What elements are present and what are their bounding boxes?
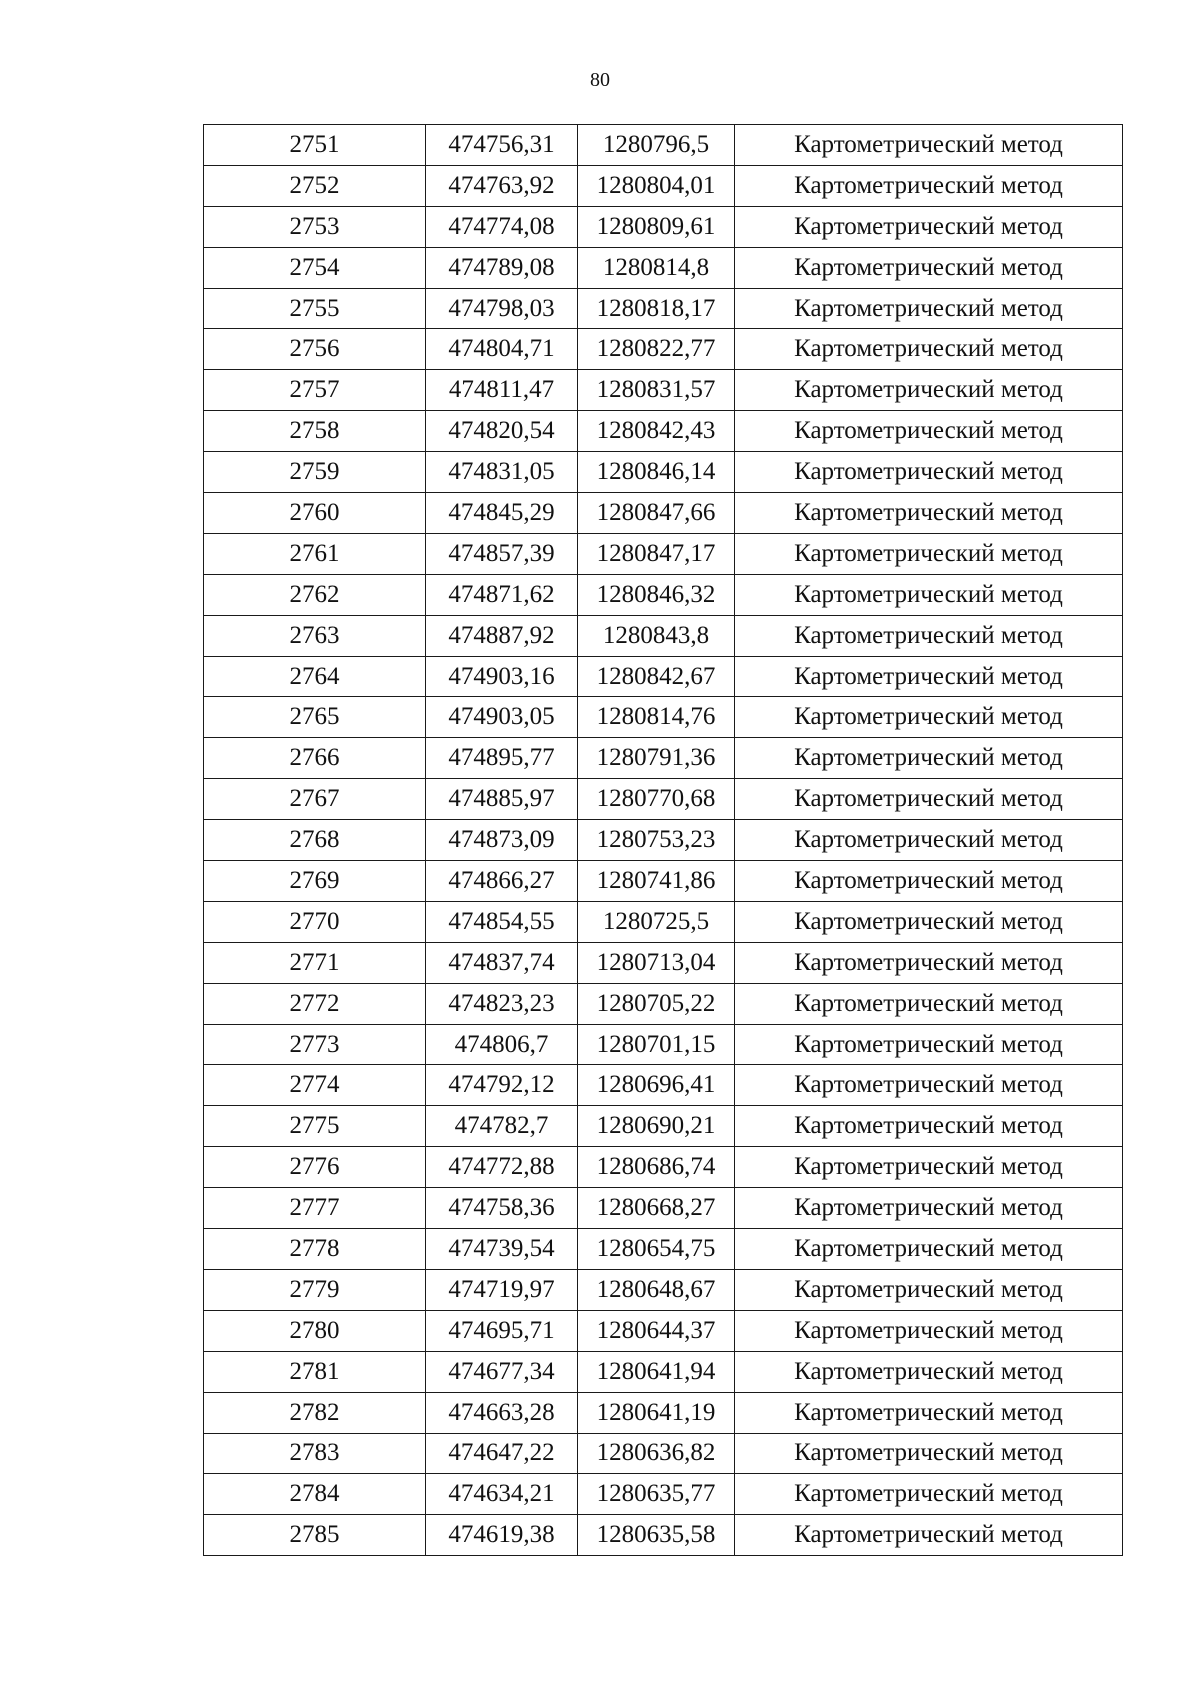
table-row [204,1106,1123,1147]
method-cell: Картометрический метод [735,1515,1123,1556]
x-coordinate-cell: 474903,05 [426,697,578,738]
y-coordinate-cell: 1280701,15 [578,1024,735,1065]
method-cell: Картометрический метод [735,329,1123,370]
y-coordinate-cell: 1280842,43 [578,411,735,452]
method-cell: Картометрический метод [735,901,1123,942]
method-cell: Картометрический метод [735,861,1123,902]
x-coordinate-cell: 474895,77 [426,738,578,779]
x-coordinate-cell: 474837,74 [426,942,578,983]
method-cell: Картометрический метод [735,983,1123,1024]
y-coordinate-cell: 1280842,67 [578,656,735,697]
x-coordinate-cell: 474758,36 [426,1188,578,1229]
table-row [204,165,1123,206]
x-coordinate-cell: 474663,28 [426,1392,578,1433]
table-row [204,820,1123,861]
x-coordinate-cell: 474831,05 [426,452,578,493]
point-number-cell: 2760 [204,493,426,534]
y-coordinate-cell: 1280770,68 [578,779,735,820]
table-row [204,206,1123,247]
table-row [204,1433,1123,1474]
y-coordinate-cell: 1280686,74 [578,1147,735,1188]
x-coordinate-cell: 474806,7 [426,1024,578,1065]
table-row [204,901,1123,942]
x-coordinate-cell: 474871,62 [426,574,578,615]
y-coordinate-cell: 1280641,19 [578,1392,735,1433]
point-number-cell: 2773 [204,1024,426,1065]
method-cell: Картометрический метод [735,1024,1123,1065]
point-number-cell: 2755 [204,288,426,329]
table-row [204,1229,1123,1270]
x-coordinate-cell: 474811,47 [426,370,578,411]
y-coordinate-cell: 1280635,58 [578,1515,735,1556]
table-row [204,247,1123,288]
method-cell: Картометрический метод [735,942,1123,983]
table-row [204,1515,1123,1556]
x-coordinate-cell: 474854,55 [426,901,578,942]
table-row [204,1351,1123,1392]
point-number-cell: 2766 [204,738,426,779]
method-cell: Картометрический метод [735,656,1123,697]
point-number-cell: 2752 [204,165,426,206]
y-coordinate-cell: 1280804,01 [578,165,735,206]
table-row [204,1188,1123,1229]
method-cell: Картометрический метод [735,574,1123,615]
method-cell: Картометрический метод [735,206,1123,247]
point-number-cell: 2770 [204,901,426,942]
method-cell: Картометрический метод [735,1310,1123,1351]
y-coordinate-cell: 1280690,21 [578,1106,735,1147]
x-coordinate-cell: 474823,23 [426,983,578,1024]
point-number-cell: 2783 [204,1433,426,1474]
method-cell: Картометрический метод [735,1147,1123,1188]
y-coordinate-cell: 1280843,8 [578,615,735,656]
point-number-cell: 2771 [204,942,426,983]
x-coordinate-cell: 474647,22 [426,1433,578,1474]
table-row [204,738,1123,779]
y-coordinate-cell: 1280846,32 [578,574,735,615]
table-row [204,1024,1123,1065]
method-cell: Картометрический метод [735,1188,1123,1229]
point-number-cell: 2764 [204,656,426,697]
table-row [204,329,1123,370]
y-coordinate-cell: 1280846,14 [578,452,735,493]
point-number-cell: 2759 [204,452,426,493]
x-coordinate-cell: 474739,54 [426,1229,578,1270]
x-coordinate-cell: 474798,03 [426,288,578,329]
y-coordinate-cell: 1280814,76 [578,697,735,738]
point-number-cell: 2775 [204,1106,426,1147]
point-number-cell: 2774 [204,1065,426,1106]
point-number-cell: 2753 [204,206,426,247]
x-coordinate-cell: 474772,88 [426,1147,578,1188]
method-cell: Картометрический метод [735,1351,1123,1392]
point-number-cell: 2785 [204,1515,426,1556]
y-coordinate-cell: 1280831,57 [578,370,735,411]
y-coordinate-cell: 1280791,36 [578,738,735,779]
x-coordinate-cell: 474619,38 [426,1515,578,1556]
y-coordinate-cell: 1280696,41 [578,1065,735,1106]
x-coordinate-cell: 474804,71 [426,329,578,370]
table-row [204,452,1123,493]
method-cell: Картометрический метод [735,411,1123,452]
coordinates-table [203,124,1123,1556]
point-number-cell: 2751 [204,125,426,166]
x-coordinate-cell: 474677,34 [426,1351,578,1392]
x-coordinate-cell: 474756,31 [426,125,578,166]
table-row [204,533,1123,574]
page-number: 80 [590,69,610,91]
method-cell: Картометрический метод [735,452,1123,493]
y-coordinate-cell: 1280814,8 [578,247,735,288]
x-coordinate-cell: 474845,29 [426,493,578,534]
x-coordinate-cell: 474820,54 [426,411,578,452]
x-coordinate-cell: 474857,39 [426,533,578,574]
table-row [204,288,1123,329]
y-coordinate-cell: 1280644,37 [578,1310,735,1351]
y-coordinate-cell: 1280741,86 [578,861,735,902]
point-number-cell: 2778 [204,1229,426,1270]
point-number-cell: 2779 [204,1269,426,1310]
method-cell: Картометрический метод [735,1065,1123,1106]
y-coordinate-cell: 1280705,22 [578,983,735,1024]
coordinates-table-body [204,125,1123,1556]
point-number-cell: 2758 [204,411,426,452]
x-coordinate-cell: 474866,27 [426,861,578,902]
y-coordinate-cell: 1280822,77 [578,329,735,370]
method-cell: Картометрический метод [735,779,1123,820]
method-cell: Картометрический метод [735,1392,1123,1433]
point-number-cell: 2768 [204,820,426,861]
point-number-cell: 2765 [204,697,426,738]
table-row [204,1474,1123,1515]
table-row [204,411,1123,452]
x-coordinate-cell: 474887,92 [426,615,578,656]
x-coordinate-cell: 474695,71 [426,1310,578,1351]
y-coordinate-cell: 1280641,94 [578,1351,735,1392]
point-number-cell: 2769 [204,861,426,902]
point-number-cell: 2776 [204,1147,426,1188]
method-cell: Картометрический метод [735,615,1123,656]
point-number-cell: 2754 [204,247,426,288]
table-row [204,574,1123,615]
method-cell: Картометрический метод [735,370,1123,411]
point-number-cell: 2761 [204,533,426,574]
x-coordinate-cell: 474763,92 [426,165,578,206]
point-number-cell: 2772 [204,983,426,1024]
y-coordinate-cell: 1280713,04 [578,942,735,983]
x-coordinate-cell: 474782,7 [426,1106,578,1147]
table-row [204,779,1123,820]
point-number-cell: 2777 [204,1188,426,1229]
x-coordinate-cell: 474885,97 [426,779,578,820]
point-number-cell: 2784 [204,1474,426,1515]
table-row [204,125,1123,166]
table-row [204,942,1123,983]
point-number-cell: 2767 [204,779,426,820]
y-coordinate-cell: 1280753,23 [578,820,735,861]
method-cell: Картометрический метод [735,1474,1123,1515]
table-row [204,697,1123,738]
point-number-cell: 2763 [204,615,426,656]
y-coordinate-cell: 1280635,77 [578,1474,735,1515]
table-row [204,1310,1123,1351]
method-cell: Картометрический метод [735,533,1123,574]
x-coordinate-cell: 474719,97 [426,1269,578,1310]
y-coordinate-cell: 1280654,75 [578,1229,735,1270]
point-number-cell: 2762 [204,574,426,615]
table-row [204,493,1123,534]
method-cell: Картометрический метод [735,165,1123,206]
method-cell: Картометрический метод [735,247,1123,288]
y-coordinate-cell: 1280648,67 [578,1269,735,1310]
method-cell: Картометрический метод [735,125,1123,166]
y-coordinate-cell: 1280847,17 [578,533,735,574]
point-number-cell: 2782 [204,1392,426,1433]
x-coordinate-cell: 474634,21 [426,1474,578,1515]
method-cell: Картометрический метод [735,1106,1123,1147]
y-coordinate-cell: 1280796,5 [578,125,735,166]
method-cell: Картометрический метод [735,1433,1123,1474]
table-row [204,983,1123,1024]
y-coordinate-cell: 1280668,27 [578,1188,735,1229]
point-number-cell: 2781 [204,1351,426,1392]
method-cell: Картометрический метод [735,820,1123,861]
y-coordinate-cell: 1280818,17 [578,288,735,329]
table-row [204,615,1123,656]
y-coordinate-cell: 1280847,66 [578,493,735,534]
method-cell: Картометрический метод [735,288,1123,329]
table-row [204,656,1123,697]
x-coordinate-cell: 474789,08 [426,247,578,288]
x-coordinate-cell: 474792,12 [426,1065,578,1106]
y-coordinate-cell: 1280809,61 [578,206,735,247]
x-coordinate-cell: 474873,09 [426,820,578,861]
method-cell: Картометрический метод [735,1269,1123,1310]
table-row [204,861,1123,902]
x-coordinate-cell: 474774,08 [426,206,578,247]
method-cell: Картометрический метод [735,738,1123,779]
x-coordinate-cell: 474903,16 [426,656,578,697]
table-row [204,370,1123,411]
method-cell: Картометрический метод [735,697,1123,738]
table-row [204,1065,1123,1106]
point-number-cell: 2756 [204,329,426,370]
table-row [204,1392,1123,1433]
point-number-cell: 2757 [204,370,426,411]
table-row [204,1269,1123,1310]
y-coordinate-cell: 1280725,5 [578,901,735,942]
point-number-cell: 2780 [204,1310,426,1351]
method-cell: Картометрический метод [735,493,1123,534]
y-coordinate-cell: 1280636,82 [578,1433,735,1474]
method-cell: Картометрический метод [735,1229,1123,1270]
table-row [204,1147,1123,1188]
